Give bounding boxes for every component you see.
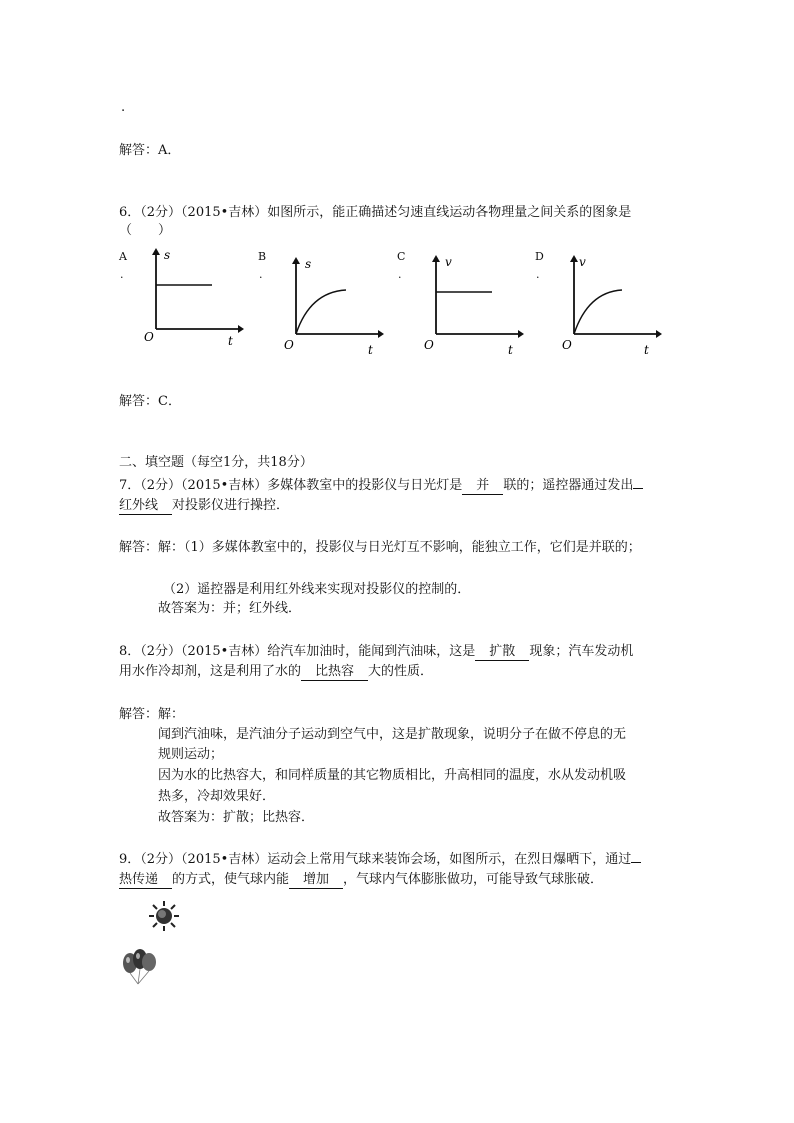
q9-line2: [119, 871, 603, 889]
graph-b-y-arrow: [292, 257, 300, 264]
q8-answer-line5: 故答案为：扩散；比热容．: [158, 810, 315, 825]
graph-d-curve: [574, 290, 622, 334]
q9-stem-c: ，气球内气体膨胀做功，可能导致气球胀破．: [343, 872, 604, 887]
graph-b-origin: O: [284, 338, 294, 352]
graph-a-x-arrow: [238, 325, 244, 333]
q8-answer-line1: 闻到汽油味，是汽油分子运动到空气中，这是扩散现象，说明分子在做不停息的无: [158, 727, 627, 742]
q6-stem: 6．（2分）（2015•吉林）如图所示，能正确描述匀速直线运动各物理量之间关系的图象是: [119, 205, 632, 220]
graph-d-x-label: t: [644, 343, 649, 357]
q7-line1: [119, 477, 643, 495]
graph-b-curve: [296, 290, 346, 334]
graph-d-letter: D: [535, 250, 544, 263]
q8-answer-line4: 热多，冷却效果好．: [158, 789, 276, 804]
q8-line1: [119, 643, 633, 661]
q8-blank1: 扩散: [475, 644, 529, 661]
graph-c: [418, 252, 530, 357]
q9-stem-a: 9．（2分）（2015•吉林）运动会上常用气球来装饰会场，如图所示，在烈日爆晒下，通过: [119, 852, 632, 867]
graph-a-dot: .: [120, 268, 124, 281]
q7-answer-line3: 故答案为：并；红外线．: [158, 601, 302, 616]
graph-b-dot: .: [259, 268, 263, 281]
top-dot: .: [121, 100, 126, 115]
q9-blank-trail: [631, 862, 641, 863]
graph-c-origin: O: [424, 338, 434, 352]
graph-a: [138, 245, 250, 350]
q9-line1: [119, 851, 641, 869]
q8-blank2: 比热容: [301, 664, 368, 681]
q8-answer-line3: 因为水的比热容大，和同样质量的其它物质相比，升高相同的温度，水从发动机吸: [158, 768, 627, 783]
q7-blank-trail: [633, 488, 643, 489]
sun-balloons-figure: [118, 898, 198, 988]
section2-title: 二、填空题（每空1分，共18分）: [119, 455, 313, 470]
sun-icon: [149, 901, 179, 931]
graph-a-y-arrow: [152, 248, 160, 255]
graph-c-letter: C: [397, 250, 406, 263]
graph-b-y-label: s: [305, 257, 312, 271]
q7-answer-line2: （2）遥控器是利用红外线来实现对投影仪的控制的．: [163, 582, 471, 597]
graph-b-x-label: t: [368, 343, 373, 357]
graph-d: [556, 252, 668, 357]
graph-d-x-arrow: [656, 330, 662, 338]
graph-b-x-arrow: [378, 330, 384, 338]
q7-stem-a: 7．（2分）（2015•吉林）多媒体教室中的投影仪与日光灯是: [119, 478, 463, 493]
q7-blank1: 并: [462, 478, 503, 495]
graph-a-x-label: t: [228, 334, 233, 348]
q7-answer-line1: 解答：解：（1）多媒体教室中的，投影仪与日光灯互不影响，能独立工作，它们是并联的；: [119, 540, 641, 555]
q7-stem-b: 联的；遥控器通过发出: [503, 478, 634, 493]
graph-c-y-arrow: [432, 255, 440, 262]
q8-stem-d: 大的性质．: [368, 664, 434, 679]
graph-c-dot: .: [398, 268, 402, 281]
q9-blank2: 增加: [289, 872, 343, 889]
graph-b: [278, 254, 390, 359]
q9-stem-b: 的方式，使气球内能: [172, 872, 290, 887]
q5-answer: 解答：A．: [119, 143, 181, 158]
q6-answer: 解答：C．: [119, 394, 181, 409]
q8-answer-line2: 规则运动；: [158, 747, 224, 762]
q8-stem-a: 8．（2分）（2015•吉林）给汽车加油时，能闻到汽油味，这是: [119, 644, 476, 659]
q8-stem-c: 用水作冷却剂，这是利用了水的: [119, 664, 302, 679]
graph-a-y-label: s: [164, 248, 171, 262]
graph-d-y-arrow: [570, 255, 578, 262]
q7-line2: [119, 497, 289, 515]
graph-a-origin: O: [144, 330, 154, 344]
q8-stem-b: 现象；汽车发动机: [529, 644, 634, 659]
graph-c-x-arrow: [518, 330, 524, 338]
q9-blank1: 热传递: [119, 872, 172, 889]
q7-stem-c: 对投影仪进行操控．: [172, 498, 290, 513]
graph-c-x-label: t: [508, 343, 513, 357]
graph-a-letter: A: [119, 250, 127, 263]
q7-blank2: 红外线: [119, 498, 172, 515]
graph-c-y-label: v: [445, 255, 452, 269]
graph-d-dot: .: [536, 268, 540, 281]
q8-answer-label: 解答：解：: [119, 707, 185, 722]
q8-line2: [119, 663, 433, 681]
graph-d-origin: O: [562, 338, 572, 352]
graph-b-letter: B: [258, 250, 267, 263]
q6-blank: （ ）: [119, 223, 172, 238]
balloons-icon: [123, 949, 156, 984]
graph-d-y-label: v: [579, 255, 586, 269]
